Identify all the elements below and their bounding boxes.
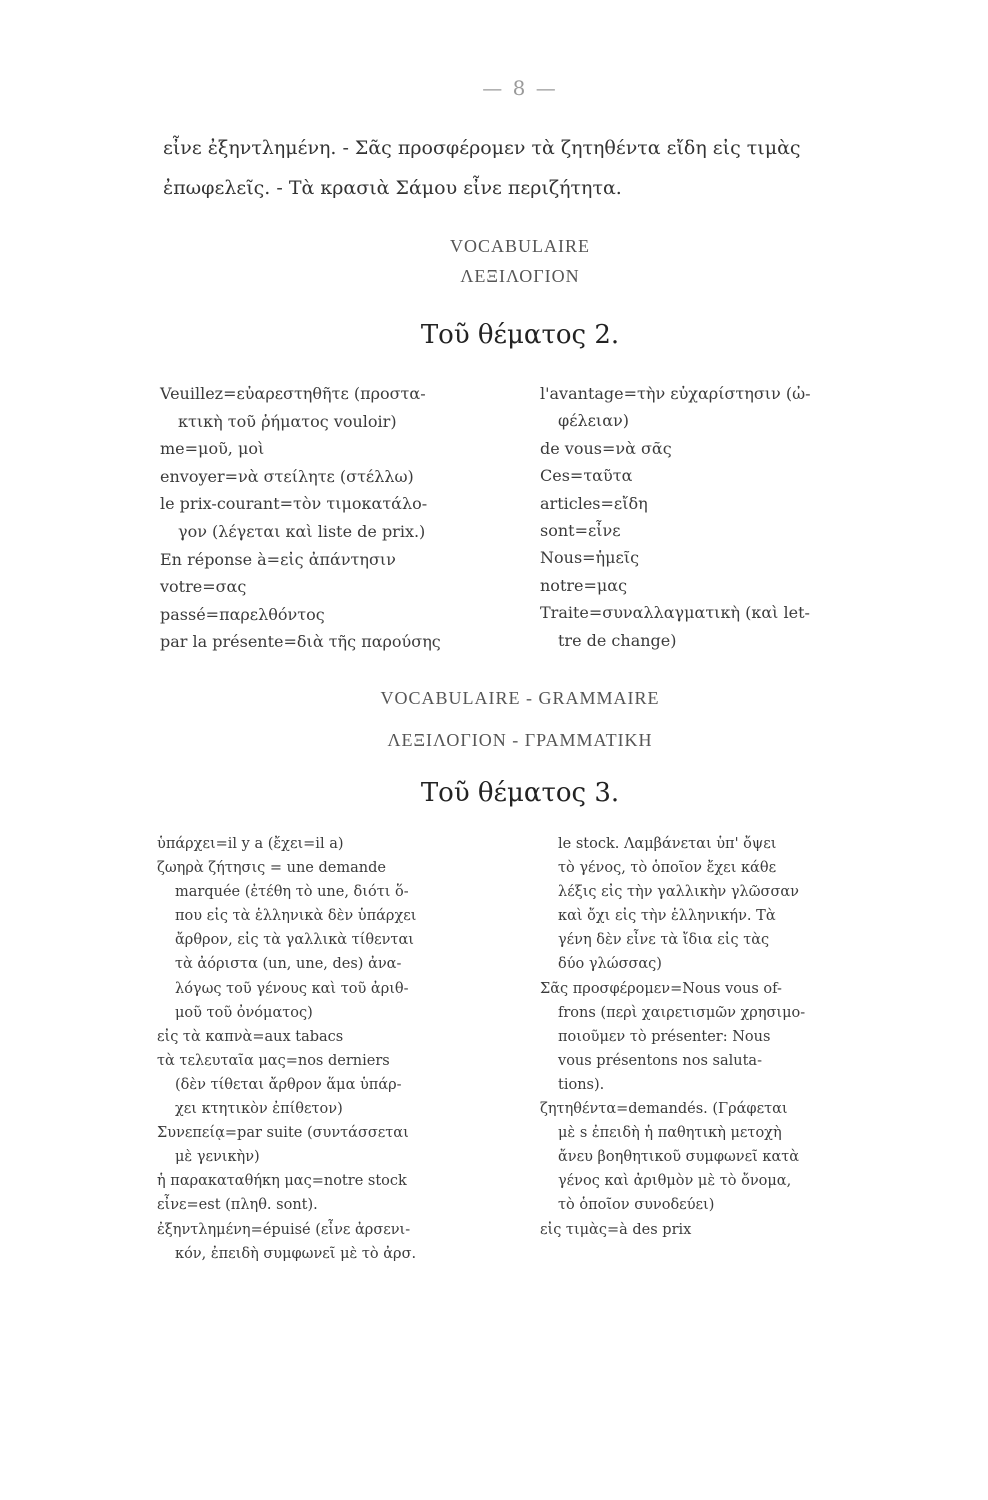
vocab-entry: Traite=συναλλαγματικὴ (καὶ let- <box>540 603 810 623</box>
grammar-entry-continuation: ἄρθρον, εἰς τὰ γαλλικὰ τίθενται <box>175 932 414 949</box>
vocabulary-column-left <box>160 380 505 656</box>
grammar-entry-continuation: λόγως τοῦ γένους καὶ τοῦ ἀριθ- <box>175 980 409 997</box>
vocab-entry: articles=εἴδη <box>540 493 648 513</box>
grammar-entry-continuation: γένη δὲν εἶνε τὰ ἴδια εἰς τὰς <box>558 932 770 949</box>
grammar-entry-continuation: τὸ ὁποῖον συνοδεύει) <box>558 1197 715 1214</box>
vocabulary-title-gr: ΛΕΞΙΛΟΓΙΟΝ <box>460 266 580 286</box>
vocab-entry: Nous=ἡμεῖς <box>540 548 640 568</box>
grammar-entry-continuation: ποιοῦμεν τὸ présenter: Nous <box>558 1028 771 1045</box>
grammar-entry: εἶνε=est (πληθ. sont). <box>157 1197 318 1214</box>
vocabulary-column-right <box>540 380 870 654</box>
grammar-entry: εἰς τὰ καπνὰ=aux tabacs <box>157 1028 344 1045</box>
vocab-entry: votre=σας <box>160 577 247 597</box>
grammar-entry-continuation: που εἰς τὰ ἑλληνικὰ δὲν ὑπάρχει <box>175 908 417 925</box>
vocab-entry: passé=παρελθόντος <box>160 604 325 624</box>
grammar-entry-continuation: ἄνευ βοηθητικοῦ συμφωνεῖ κατὰ <box>558 1149 800 1166</box>
grammar-entry-continuation: τὰ ἀόριστα (un, une, des) ἀνα- <box>175 956 402 973</box>
grammar-entry: Σᾶς προσφέρομεν=Nous vous of- <box>540 980 782 997</box>
grammar-entry: τὰ τελευταῖα μας=nos derniers <box>157 1052 390 1069</box>
grammar-entry-continuation: κόν, ἐπειδὴ συμφωνεῖ μὲ τὸ ἀρσ. <box>175 1245 417 1262</box>
intro-paragraph <box>163 128 873 208</box>
section-heading-theme-3: Τοῦ θέματος 3. <box>420 778 620 808</box>
vocab-entry-continuation: κτικὴ τοῦ ῥήματος vouloir) <box>178 411 397 431</box>
vocabulary-grammar-title-fr: VOCABULAIRE - GRAMMAIRE <box>380 688 660 708</box>
grammar-entry-continuation: vous présentons nos saluta- <box>558 1052 762 1069</box>
grammar-entry-continuation: marquée (ἐτέθη τὸ une, διότι ὅ- <box>175 884 409 901</box>
grammar-entry-continuation: καὶ ὄχι εἰς τὴν ἑλληνικήν. Τὰ <box>558 908 776 925</box>
vocab-entry: envoyer=νὰ στείλητε (στέλλω) <box>160 466 414 486</box>
vocab-entry-continuation: φέλειαν) <box>558 411 629 431</box>
grammar-entry-continuation: μοῦ τοῦ ὀνόματος) <box>175 1004 313 1021</box>
grammar-entry: ἐξηντλημένη=épuisé (εἶνε ἀρσενι- <box>157 1221 411 1238</box>
section-heading-theme-2: Τοῦ θέματος 2. <box>420 320 620 350</box>
grammar-entry-continuation: tions). <box>558 1076 605 1093</box>
grammar-entry: ζωηρὰ ζήτησις = une demande <box>157 860 386 877</box>
grammar-entry: ζητηθέντα=demandés. (Γράφεται <box>540 1101 788 1118</box>
grammar-entry-continuation: δύο γλώσσας) <box>558 956 662 973</box>
grammar-entry-continuation: μὲ γενικὴν) <box>175 1149 260 1166</box>
grammar-entry-continuation: le stock. Λαμβάνεται ὑπ' ὄψει <box>558 836 777 852</box>
intro-line: εἶνε ἐξηντλημένη. - Σᾶς προσφέρομεν τὰ ζητηθέντα εἴδη εἰς τιμὰς <box>163 137 801 159</box>
grammar-entry-continuation: λέξις εἰς τὴν γαλλικὴν γλῶσσαν <box>558 884 799 901</box>
vocab-entry: par la présente=διὰ τῆς παρούσης <box>160 632 441 652</box>
grammar-entry: εἰς τιμὰς=à des prix <box>540 1221 692 1238</box>
vocabulary-grammar-title-gr: ΛΕΞΙΛΟΓΙΟΝ - ΓΡΑΜΜΑΤΙΚΗ <box>387 730 653 750</box>
grammar-entry: ἡ παρακαταθήκη μας=notre stock <box>157 1173 407 1190</box>
grammar-column-right <box>540 832 880 1242</box>
grammar-entry: Συνεπείᾳ=par suite (συντάσσεται <box>157 1125 409 1142</box>
grammar-entry-continuation: μὲ s ἐπειδὴ ἡ παθητικὴ μετοχὴ <box>558 1125 782 1142</box>
vocab-entry: le prix-courant=τὸν τιμοκατάλο- <box>160 494 428 514</box>
vocab-entry: l'avantage=τὴν εὐχαρίστησιν (ὠ- <box>540 384 811 403</box>
vocab-entry: notre=μας <box>540 575 628 595</box>
vocab-entry: me=μοῦ, μοὶ <box>160 439 265 459</box>
page-number: — 8 — <box>482 76 558 100</box>
vocab-entry: En réponse à=εἰς ἀπάντησιν <box>160 549 396 569</box>
vocab-entry-continuation: γον (λέγεται καὶ liste de prix.) <box>178 521 426 541</box>
grammar-entry-continuation: γένος καὶ ἀριθμὸν μὲ τὸ ὄνομα, <box>558 1173 792 1190</box>
vocabulary-title-fr: VOCABULAIRE <box>450 236 590 256</box>
vocab-entry: Ces=ταῦτα <box>540 466 633 486</box>
vocab-entry: sont=εἶνε <box>540 521 621 541</box>
grammar-entry-continuation: χει κτητικὸν ἐπίθετον) <box>175 1101 343 1118</box>
grammar-entry-continuation: (δὲν τίθεται ἄρθρον ἅμα ὑπάρ- <box>175 1076 402 1093</box>
grammar-entry: ὑπάρχει=il y a (ἔχει=il a) <box>157 836 344 852</box>
vocab-entry: Veuillez=εὐαρεστηθῆτε (προστα- <box>160 384 426 403</box>
vocab-entry-continuation: tre de change) <box>558 630 677 650</box>
grammar-entry-continuation: τὸ γένος, τὸ ὁποῖον ἔχει κάθε <box>558 860 777 877</box>
vocab-entry: de vous=νὰ σᾶς <box>540 438 672 458</box>
grammar-entry-continuation: frons (περὶ χαιρετισμῶν χρησιμο- <box>558 1004 806 1021</box>
grammar-column-left <box>157 832 492 1266</box>
intro-line: ἐπωφελεῖς. - Τὰ κρασιὰ Σάμου εἶνε περιζήτητα. <box>163 177 622 199</box>
